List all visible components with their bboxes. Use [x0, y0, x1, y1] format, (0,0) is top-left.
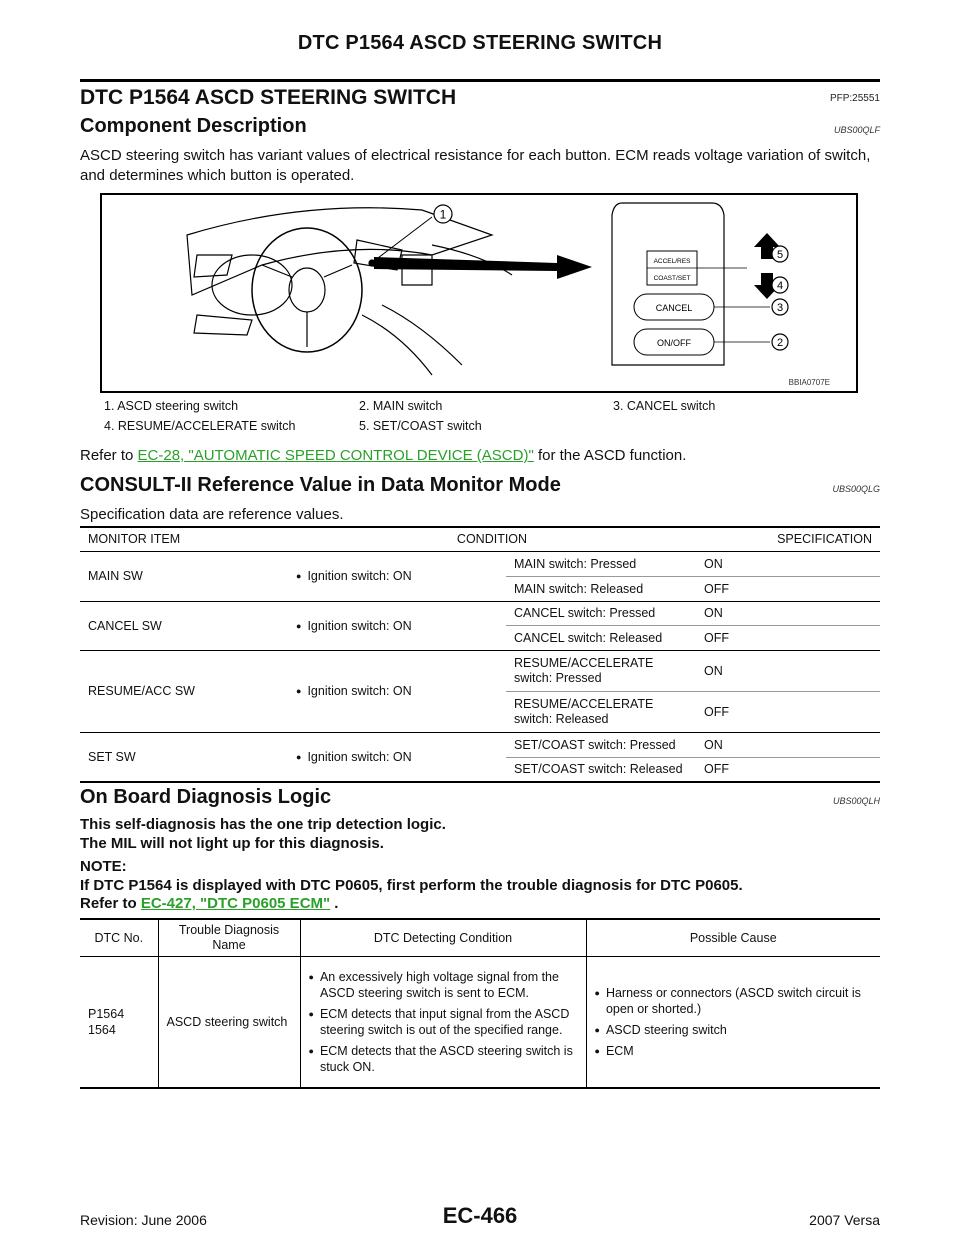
- accel-res-label: ACCEL/RES: [653, 258, 691, 265]
- dtc-causes: ● Harness or connectors (ASCD switch circuit is open or shorted.) ● ASCD steering switch ● ECM: [594, 985, 861, 1058]
- table-row: RESUME/ACCELERATE switch: Released OFF: [80, 691, 880, 732]
- callout-5: 5: [776, 249, 784, 261]
- figure-id: BBIA0707E: [788, 378, 830, 387]
- dashboard-illustration: [102, 195, 855, 390]
- legend-item-5: 5. SET/COAST switch: [359, 419, 482, 433]
- page-header-title: DTC P1564 ASCD STEERING SWITCH: [297, 32, 663, 54]
- consult-table: [80, 526, 880, 783]
- obd-code: UBS00QLH: [832, 796, 880, 806]
- revision-date: Revision: June 2006: [80, 1212, 207, 1228]
- ascd-function-link[interactable]: EC-28, "AUTOMATIC SPEED CONTROL DEVICE (ASCD)": [137, 447, 534, 464]
- consult-header-condition: CONDITION: [456, 532, 528, 547]
- table-row: MAIN SW ● Ignition switch: ON MAIN switch: Pressed ON: [80, 551, 880, 576]
- ascd-reference-line: Refer to EC-28, "AUTOMATIC SPEED CONTROL DEVICE (ASCD)" for the ASCD function.: [80, 447, 687, 464]
- callout-2: 2: [776, 337, 784, 349]
- component-description-heading: Component Description: [80, 115, 307, 137]
- consult-header-monitor: MONITOR ITEM: [88, 532, 181, 547]
- table-row: SET SW ● Ignition switch: ON SET/COAST switch: Pressed ON: [80, 732, 880, 757]
- table-row: RESUME/ACC SW ● Ignition switch: ON RESUME/ACCELERATE switch: Pressed ON: [80, 650, 880, 691]
- steering-hub: [289, 268, 325, 312]
- note-reference-line: Refer to EC-427, "DTC P0605 ECM" .: [80, 895, 339, 912]
- table-row: CANCEL switch: Released OFF: [80, 625, 880, 650]
- table-row: CANCEL SW ● Ignition switch: ON CANCEL switch: Pressed ON: [80, 601, 880, 625]
- consult-header-spec: SPECIFICATION: [777, 532, 872, 547]
- consult-heading: CONSULT-II Reference Value in Data Monitor Mode: [80, 474, 561, 496]
- note-label: NOTE:: [80, 858, 127, 875]
- part-number: PFP:25551: [829, 93, 880, 104]
- obd-line-2: The MIL will not light up for this diagnosis.: [80, 835, 384, 852]
- cancel-label: CANCEL: [655, 303, 693, 313]
- dtc-p0605-link[interactable]: EC-427, "DTC P0605 ECM": [140, 895, 331, 912]
- legend-item-1: 1. ASCD steering switch: [104, 399, 239, 413]
- console-lines: [362, 305, 462, 375]
- pointer-arrow: [374, 255, 592, 279]
- table-row: MAIN switch: Released OFF: [80, 576, 880, 601]
- dtc-header-condition: DTC Detecting Condition: [300, 919, 586, 956]
- obd-heading: On Board Diagnosis Logic: [80, 786, 332, 808]
- ascd-switch-figure: [100, 193, 858, 393]
- legend-item-2: 2. MAIN switch: [359, 399, 443, 413]
- dtc-name: ASCD steering switch: [158, 956, 300, 1088]
- dtc-header-name: Trouble Diagnosis Name: [158, 919, 300, 956]
- lower-panel: [194, 315, 252, 335]
- onoff-label: ON/OFF: [657, 338, 691, 348]
- table-row: SET/COAST switch: Released OFF: [80, 757, 880, 782]
- section-title: DTC P1564 ASCD STEERING SWITCH: [80, 86, 457, 109]
- dtc-conditions: ● An excessively high voltage signal from the ASCD steering switch is sent to ECM. ● ECM detects that input signal from the ASCD steering switch is out of the specified range. ● ECM detects that the ASCD steering switch is stuck ON.: [300, 956, 586, 1088]
- callout-1: 1: [439, 207, 447, 222]
- dtc-header-cause: Possible Cause: [689, 930, 777, 945]
- left-vent: [194, 255, 232, 277]
- note-text: If DTC P1564 is displayed with DTC P0605, first perform the trouble diagnosis for DTC P0605.: [80, 877, 743, 894]
- obd-line-1: This self-diagnosis has the one trip detection logic.: [80, 816, 446, 833]
- component-description-text: ASCD steering switch has variant values of electrical resistance for each button. ECM reads voltage variation of switch, and determines which button is operated.: [80, 147, 871, 184]
- callout-1-leader: [374, 217, 432, 261]
- dtc-header-no: DTC No.: [80, 919, 158, 956]
- legend-item-4: 4. RESUME/ACCELERATE switch: [104, 419, 296, 433]
- legend-item-3: 3. CANCEL switch: [613, 399, 716, 413]
- header-rule: [80, 79, 880, 82]
- callout-4: 4: [776, 280, 784, 292]
- coast-set-label: COAST/SET: [653, 275, 691, 282]
- table-row: [80, 956, 880, 1088]
- consult-note: Specification data are reference values.: [80, 506, 344, 523]
- consult-code: UBS00QLG: [832, 484, 880, 494]
- steering-spokes: [262, 265, 352, 347]
- page-number: EC-466: [442, 1203, 518, 1228]
- dtc-table: [80, 918, 880, 1089]
- component-description-code: UBS00QLF: [833, 125, 880, 135]
- dtc-number: P1564 1564: [80, 956, 158, 1088]
- model-year: 2007 Versa: [809, 1212, 880, 1228]
- callout-3: 3: [776, 302, 784, 314]
